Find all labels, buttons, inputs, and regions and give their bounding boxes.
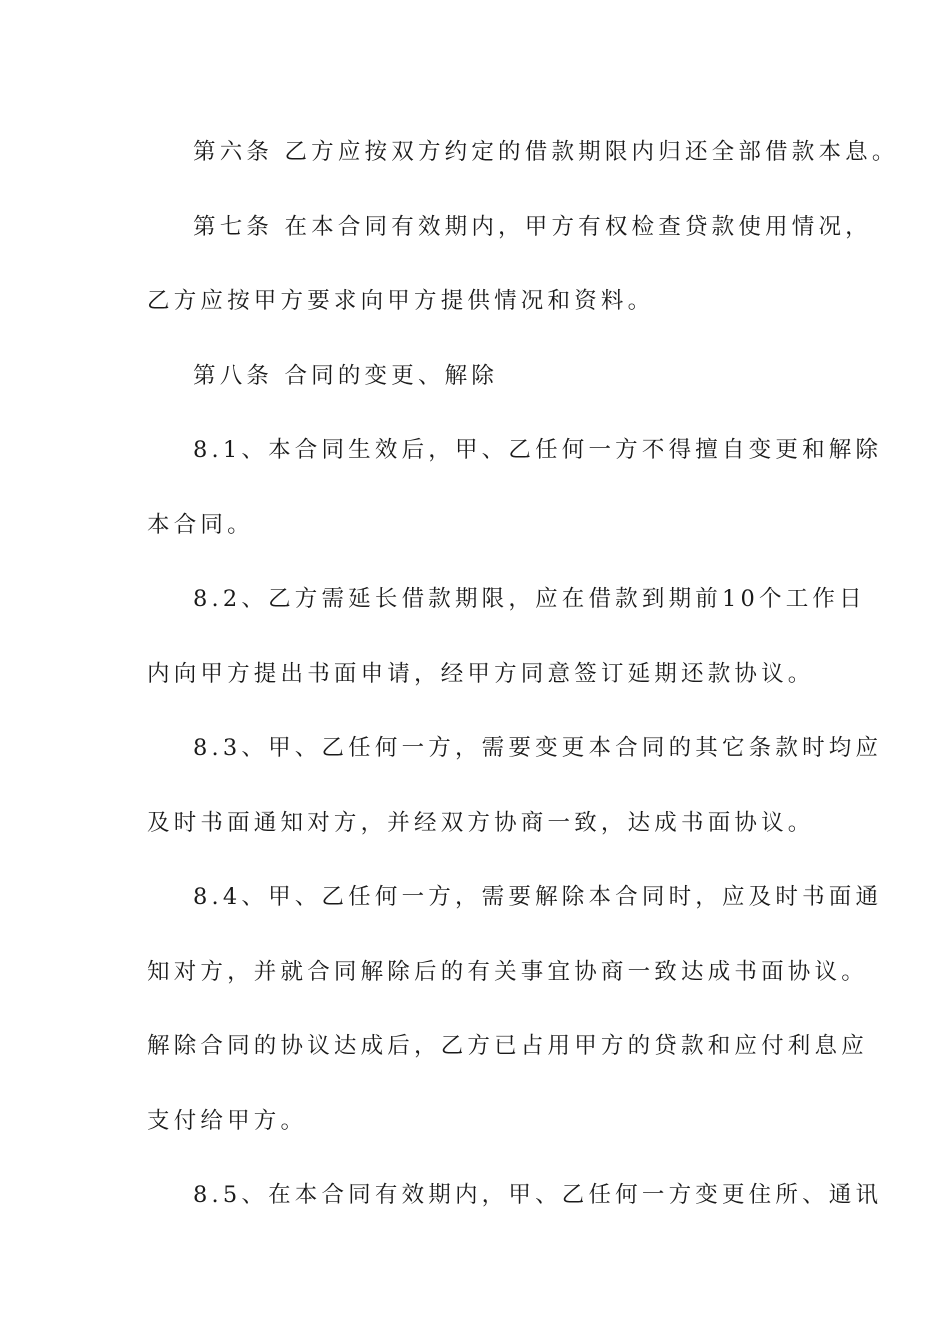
text-line: 8.4、甲、乙任何一方，需要解除本合同时，应及时书面通 <box>193 884 883 910</box>
section-heading: 第八条 合同的变更、解除 <box>193 362 499 389</box>
text-line: 支付给甲方。 <box>147 1107 308 1134</box>
text-line: 第六条 乙方应按双方约定的借款期限内归还全部借款本息。 <box>193 139 899 165</box>
text-line: 乙方应按甲方要求向甲方提供情况和资料。 <box>147 288 655 314</box>
text-line: 及时书面通知对方，并经双方协商一致，达成书面协议。 <box>147 809 815 836</box>
text-line: 解除合同的协议达成后，乙方已占用甲方的贷款和应付利息应 <box>147 1033 868 1059</box>
text-line: 内向甲方提出书面申请，经甲方同意签订延期还款协议。 <box>147 660 815 687</box>
text-line: 8.1、本合同生效后，甲、乙任何一方不得擅自变更和解除 <box>193 437 883 463</box>
text-line: 本合同。 <box>147 511 254 538</box>
text-line: 知对方，并就合同解除后的有关事宜协商一致达成书面协议。 <box>147 958 868 985</box>
text-line: 第七条 在本合同有效期内，甲方有权检查贷款使用情况， <box>193 213 872 240</box>
document-body <box>147 122 899 1240</box>
text-line: 8.3、甲、乙任何一方，需要变更本合同的其它条款时均应 <box>193 735 883 761</box>
text-line: 8.2、乙方需延长借款期限，应在借款到期前10个工作日 <box>193 586 866 612</box>
text-line: 8.5、在本合同有效期内，甲、乙任何一方变更住所、通讯 <box>193 1182 883 1208</box>
